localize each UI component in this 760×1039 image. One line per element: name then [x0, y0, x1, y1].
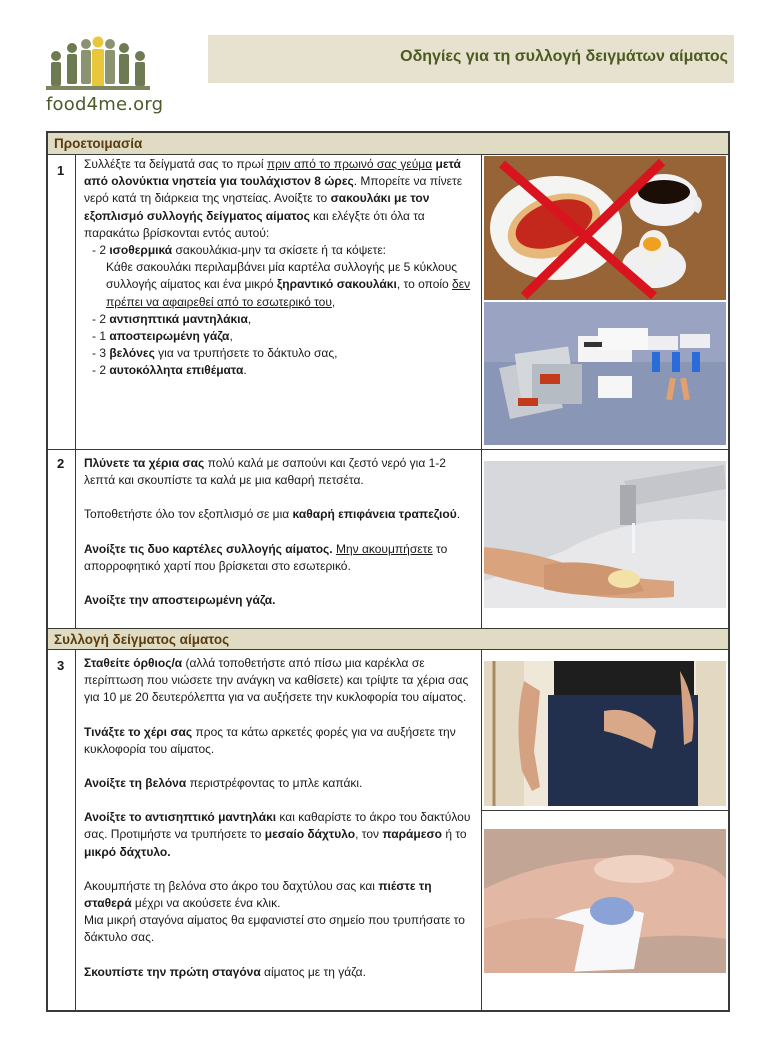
step-1-text: Συλλέξτε τα δείγματά σας το πρωί πριν από το πρωινό σας γεύμα μετά από ολονύκτια νηστεία για τουλάχιστον 8 ώρες. Μπορείτε να πίνετε νερό κατά τη διάρκεια της νηστείας. Ανοίξτε το σακουλάκι με τον εξοπλισμό συλλογής δείγματος αίματος και ελέγξτε ότι όλα τα παρακάτω βρίσκονται εντός αυτού: - 2 ισοθερμικά σακουλάκια-μην τα σκίσετε ή τα κόψετε: Κάθε σακουλάκι περιλαμβάνει μία καρτέλα συλλογής με 5 κύκλους συλλογής αίματος και ένα μικρό ξηραντικό σακουλάκι, το οποίο δεν πρέπει να αφαιρεθεί από το εσωτερικό του, - 2 αντισηπτικά μαντηλάκια, - 1 αποστειρωμένη γάζα, - 3 βελόνες για να τρυπήσετε το δάκτυλο σας, - 2 αυτοκόλλητα επιθέματα. — [84, 156, 480, 380]
kit-contents-list — [84, 242, 480, 380]
section-title: Προετοιμασία — [54, 136, 143, 151]
image-divider — [481, 810, 728, 811]
instructions-table — [46, 131, 730, 1012]
kit-contents-photo — [484, 302, 726, 445]
page-title: Οδηγίες για τη συλλογή δειγμάτων αίματος — [400, 48, 728, 65]
list-item: - 2 αυτοκόλλητα επιθέματα. — [92, 363, 247, 378]
standing-person-photo — [484, 661, 726, 806]
column-divider — [75, 650, 76, 1012]
section-title: Συλλογή δείγματος αίματος — [54, 632, 230, 647]
column-divider — [75, 155, 76, 628]
column-divider — [481, 650, 482, 1012]
step-2-text: Πλύνετε τα χέρια σας πολύ καλά με σαπούνι και ζεστό νερό για 1-2 λεπτά και σκουπίστε τα καλά με μια καθαρή πετσέτα. Τοποθετήστε όλο τον εξοπλισμό σε μια καθαρή επιφάνεια τραπεζιού. Ανοίξτε τις δυο καρτέλες συλλογής αίματος. Μην ακουμπήσετε το απορροφητικό χαρτί που βρίσκεται στο εσωτερικό. Ανοίξτε την αποστειρωμένη γάζα. — [84, 456, 461, 608]
no-breakfast-photo — [484, 156, 726, 300]
row-divider — [48, 449, 728, 450]
step-number: 2 — [57, 456, 65, 471]
list-item: - 2 ισοθερμικά σακουλάκια-μην τα σκίσετε ή τα κόψετε: Κάθε σακουλάκι περιλαμβάνει μία καρτέλα συλλογής με 5 κύκλους συλλογής αίματος και ένα μικρό ξηραντικό σακουλάκι, το οποίο δεν πρέπει να αφαιρεθεί από το εσωτερικό του, — [92, 243, 471, 309]
list-item: - 3 βελόνες για να τρυπήσετε το δάκτυλο σας, — [92, 346, 338, 361]
hand-washing-photo — [484, 461, 726, 608]
finger-prick-photo — [484, 829, 726, 973]
section-blood-collection — [48, 628, 728, 650]
list-item: - 1 αποστειρωμένη γάζα, — [92, 329, 233, 344]
list-item: - 2 αντισηπτικά μαντηλάκια, — [92, 311, 252, 326]
section-preparation — [48, 133, 728, 155]
column-divider — [481, 155, 482, 628]
step-number: 3 — [57, 658, 65, 673]
step-number: 1 — [57, 163, 65, 178]
step-3-text: Σταθείτε όρθιος/α (αλλά τοποθετήστε από πίσω μια καρέκλα σε περίπτωση που νιώσετε την ανάγκη να καθίσετε) και τρίψτε τα χέρια σας για 10 με 20 δευτερόλεπτα για να αυξήσετε την κυκλοφορία του αίματος. Τινάξτε το χέρι σας προς τα κάτω αρκετές φορές για να αυξήσετε την κυκλοφορία του αίματος. Ανοίξτε τη βελόνα περιστρέφοντας το μπλε καπάκι. Ανοίξτε το αντισηπτικό μαντηλάκι και καθαρίστε το άκρο του δακτύλου σας. Προτιμήστε να τρυπήσετε το μεσαίο δάχτυλο, τον παράμεσο ή το μικρό δάχτυλο. Ακουμπήστε τη βελόνα στο άκρο του δαχτύλου σας και πιέστε τη σταθερά μέχρι να ακούσετε ένα κλικ. Μια μικρή σταγόνα αίματος θα εμφανιστεί στο σημείο που τρυπήσατε το δάκτυλο σας. Σκουπίστε την πρώτη σταγόνα αίματος με τη γάζα. — [84, 656, 471, 979]
logo-text: food4me.org — [46, 94, 164, 115]
people-group-logo-icon — [42, 34, 154, 96]
title-bar — [208, 35, 734, 83]
